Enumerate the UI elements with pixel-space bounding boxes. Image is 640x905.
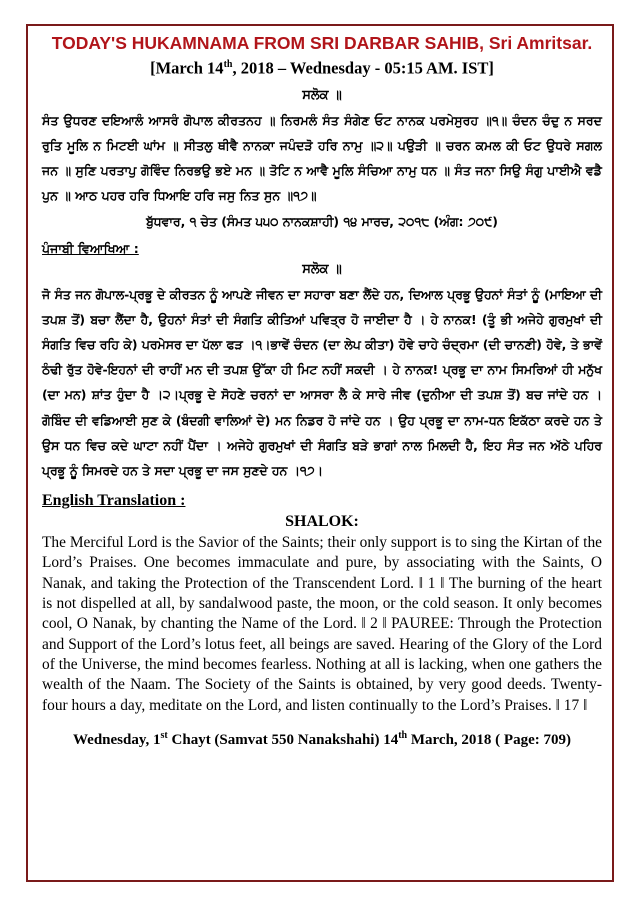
punjabi-text: ਜੋ ਸੰਤ ਜਨ ਗੋਪਾਲ-ਪ੍ਰਭੂ ਦੇ ਕੀਰਤਨ ਨੂੰ ਆਪਣੇ ਜੀਵਨ ਦਾ ਸਹਾਰਾ ਬਣਾ ਲੈਂਦੇ ਹਨ, ਦਿਆਲ ਪ੍ਰਭੂ ਉਹਨਾਂ ਸੰਤਾਂ ਨੂੰ (ਮਾਇਆ ਦੀ ਤਪਸ਼ ਤੋਂ) ਬਚਾ ਲੈਂਦਾ ਹੈ, ਉਹਨਾਂ ਸੰਤਾਂ ਦੀ ਸੰਗਤਿ ਕੀਤਿਆਂ ਪਵਿਤ੍ਰ ਹੋ ਜਾਈਦਾ ਹੈ । ਹੇ ਨਾਨਕ! (ਤੂੰ ਭੀ ਅਜੇਹੇ ਗੁਰਮੁਖਾਂ ਦੀ ਸੰਗਤਿ ਵਿਚ ਰਹਿ ਕੇ) ਪਰਮੇਸਰ ਦਾ ਪੱਲਾ ਫੜ ।੧।ਭਾਵੇਂ ਚੰਦਨ (ਦਾ ਲੇਪ ਕੀਤਾ) ਹੋਵੇ ਚਾਹੇ ਚੰਦ੍ਰਮਾ (ਦੀ ਚਾਨਣੀ) ਹੋਵੇ, ਤੇ ਭਾਵੇਂ ਠੰਢੀ ਰੁੱਤ ਹੋਵੇ-ਇਹਨਾਂ ਦੀ ਰਾਹੀਂ ਮਨ ਦੀ ਤਪਸ਼ ਉੱਕਾ ਹੀ ਮਿਟ ਨਹੀਂ ਸਕਦੀ । ਹੇ ਨਾਨਕ! ਪ੍ਰਭੂ ਦਾ ਨਾਮ ਸਿਮਰਿਆਂ ਹੀ ਮਨੁੱਖ (ਦਾ ਮਨ) ਸ਼ਾਂਤ ਹੁੰਦਾ ਹੈ ।੨।ਪ੍ਰਭੂ ਦੇ ਸੋਹਣੇ ਚਰਨਾਂ ਦਾ ਆਸਰਾ ਲੈ ਕੇ ਸਾਰੇ ਜੀਵ (ਦੁਨੀਆ ਦੀ ਤਪਸ਼ ਤੋਂ) ਬਚ ਜਾਂਦੇ ਹਨ । ਗੋਬਿੰਦ ਦੀ ਵਡਿਆਈ ਸੁਣ ਕੇ (ਬੰਦਗੀ ਵਾਲਿਆਂ ਦੇ) ਮਨ ਨਿਡਰ ਹੋ ਜਾਂਦੇ ਹਨ । ਉਹ ਪ੍ਰਭੂ ਦਾ ਨਾਮ-ਧਨ ਇਕੱਠਾ ਕਰਦੇ ਹਨ ਤੇ ਉਸ ਧਨ ਵਿਚ ਕਦੇ ਘਾਟਾ ਨਹੀਂ ਪੈਂਦਾ । ਅਜੇਹੇ ਗੁਰਮੁਖਾਂ ਦੀ ਸੰਗਤਿ ਬੜੇ ਭਾਗਾਂ ਨਾਲ ਮਿਲਦੀ ਹੈ, ਇਹ ਸੰਤ ਜਨ ਅੱਠੇ ਪਹਿਰ ਪ੍ਰਭੂ ਨੂੰ ਸਿਮਰਦੇ ਹਨ ਤੇ ਸਦਾ ਪ੍ਰਭੂ ਦਾ ਜਸ ਸੁਣਦੇ ਹਨ ।੧੭। xyxy=(42,286,602,478)
footer-sup-2: th xyxy=(398,729,408,741)
date-sup: th xyxy=(223,59,233,70)
punjabi-heading: ਸਲੋਕ ॥ xyxy=(302,261,342,277)
date-prefix: [March 14 xyxy=(150,58,224,78)
document-body xyxy=(42,32,602,750)
footer-suffix: March, 2018 ( Page: 709) xyxy=(407,731,571,748)
gurbani-text: ਸੰਤ ਉਧਰਣ ਦਇਆਲੰ ਆਸਰੰ ਗੋਪਾਲ ਕੀਰਤਨਹ ॥ ਨਿਰਮਲੰ ਸੰਤ ਸੰਗੇਣ ਓਟ ਨਾਨਕ ਪਰਮੇਸੁਰਹ ॥੧॥ ਚੰਦਨ ਚੰਦੁ ਨ ਸਰਦ ਰੁਤਿ ਮੂਲਿ ਨ ਮਿਟਈ ਘਾਂਮ ॥ ਸੀਤਲੁ ਥੀਵੈ ਨਾਨਕਾ ਜਪੰਦੜੋ ਹਰਿ ਨਾਮੁ ॥੨॥ ਪਉੜੀ ॥ ਚਰਨ ਕਮਲ ਕੀ ਓਟ ਉਧਰੇ ਸਗਲ ਜਨ ॥ ਸੁਣਿ ਪਰਤਾਪੁ ਗੋਵਿੰਦ ਨਿਰਭਉ ਭਏ ਮਨ ॥ ਤੋਟਿ ਨ ਆਵੈ ਮੂਲਿ ਸੰਚਿਆ ਨਾਮੁ ਧਨ ॥ ਸੰਤ ਜਨਾ ਸਿਉ ਸੰਗੁ ਪਾਈਐ ਵਡੈ ਪੁਨ ॥ ਆਠ ਪਹਰ ਹਰਿ ਧਿਆਇ ਹਰਿ ਜਸੁ ਨਿਤ ਸੁਨ ॥੧੭॥ xyxy=(42,112,602,203)
footer-middle: Chayt (Samvat 550 Nanakshahi) 14 xyxy=(167,731,399,748)
gurbani-heading: ਸਲੋਕ ॥ xyxy=(302,87,342,103)
punjabi-section-label: ਪੰਜਾਬੀ ਵਿਆਖਿਆ : xyxy=(42,240,139,256)
page-title: TODAY'S HUKAMNAMA FROM SRI DARBAR SAHIB, Sri Amritsar. xyxy=(51,33,593,53)
footer-sup-1: st xyxy=(160,729,168,741)
page-border xyxy=(26,24,614,882)
footer-prefix: Wednesday, 1 xyxy=(73,731,161,748)
english-heading: SHALOK: xyxy=(285,513,359,531)
english-section-label: English Translation : xyxy=(42,492,186,510)
date-line xyxy=(42,54,602,80)
footer-date-line xyxy=(42,726,602,750)
english-text: The Merciful Lord is the Savior of the Saints; their only support is to sing the Kirtan of the Lord’s Praises. One becomes immaculate and pure, by associating with the Saints, O Nanak, and taking the Protection of the Transcendent Lord. ‖ 1 ‖ The burning of the heart is not dispelled at all, by sandalwood paste, the moon, or the cold season. It only becomes cool, O Nanak, by chanting the Name of the Lord. ‖ 2 ‖ PAUREE: Through the Protection and Support of the Lord’s lotus feet, all beings are saved. Hearing of the Glory of the Lord of the Universe, the mind becomes fearless. Nothing at all is lacking, when one gathers the wealth of the Naam. The Society of the Saints is obtained, by very good deeds. Twenty-four hours a day, meditate on the Lord, and listen continually to the Lord’s Praises. ‖ 17 ‖ xyxy=(42,534,602,714)
date-suffix: , 2018 – Wednesday - 05:15 AM. IST] xyxy=(232,58,494,78)
gurbani-date-line: ਬੁੱਧਵਾਰ, ੧ ਚੇਤ (ਸੰਮਤ ੫੫੦ ਨਾਨਕਸ਼ਾਹੀ) ੧੪ ਮਾਰਚ, ੨੦੧੮ (ਅੰਗ: ੭੦੯) xyxy=(146,213,498,229)
